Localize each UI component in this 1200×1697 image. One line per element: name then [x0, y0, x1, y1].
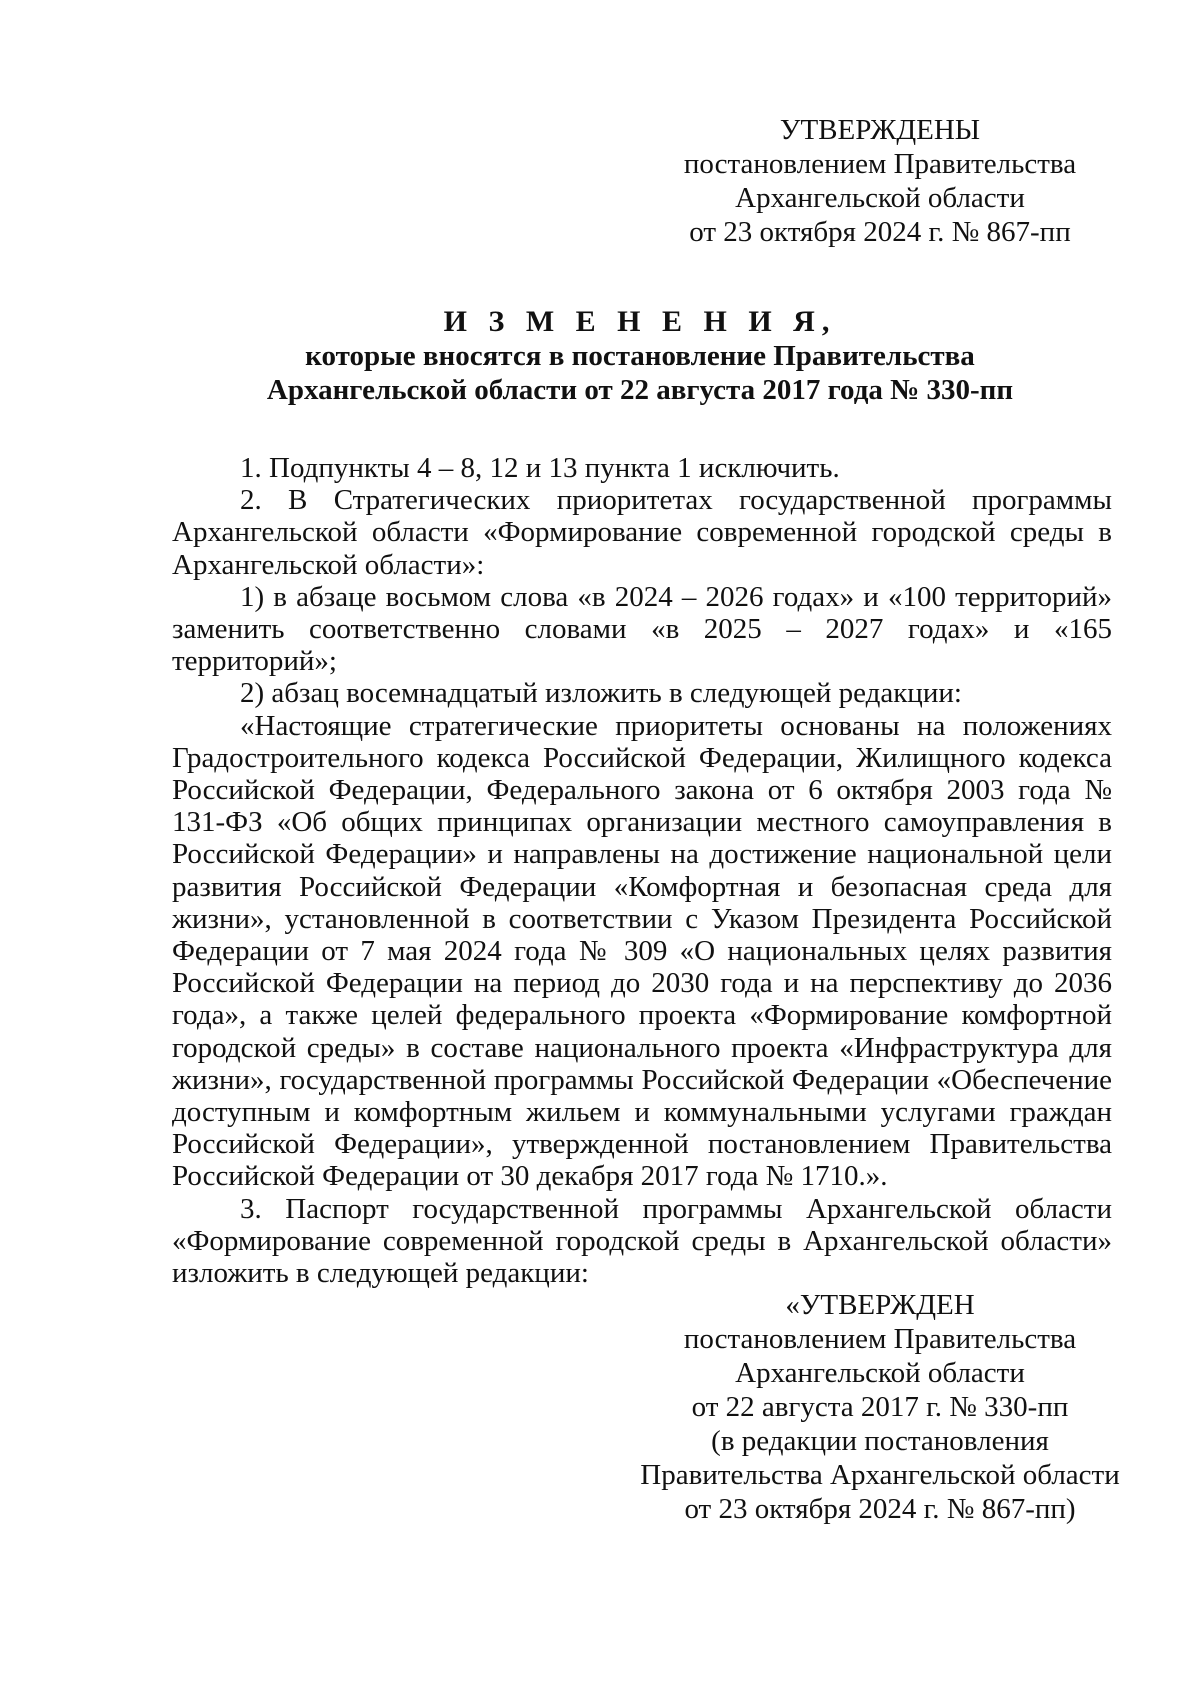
approval-top-line-4: от 23 октября 2024 г. № 867-пп	[689, 216, 1071, 248]
paragraph-4: 2) абзац восемнадцатый изложить в следующей редакции:	[240, 677, 962, 710]
document-body	[172, 452, 1112, 1289]
approval-bottom-line-6: Правительства Архангельской области	[640, 1459, 1120, 1491]
paragraph-1: 1. Подпункты 4 – 8, 12 и 13 пункта 1 исключить.	[240, 452, 840, 484]
title-main: И З М Е Н Е Н И Я,	[443, 305, 837, 338]
approval-bottom-line-2: постановлением Правительства	[683, 1323, 1077, 1355]
approval-top-line-1: УТВЕРЖДЕНЫ	[779, 114, 981, 146]
approval-stamp-bottom	[640, 1288, 1120, 1526]
paragraph-6: 3. Паспорт государственной программы Архангельской области «Формирование современной городской среды в Архангельской области» изложить в следующей редакции:	[172, 1192, 1112, 1290]
title-sub-line-2: Архангельской области от 22 августа 2017 года № 330-пп	[266, 374, 1014, 406]
approval-stamp-top	[680, 113, 1080, 249]
approval-top-line-2: постановлением Правительства	[683, 148, 1077, 180]
approval-bottom-line-4: от 22 августа 2017 г. № 330-пп	[691, 1391, 1069, 1423]
paragraph-2: 2. В Стратегических приоритетах государственной программы Архангельской области «Формирование современной городской среды в Архангельской области»:	[172, 484, 1112, 581]
document-title	[170, 305, 1110, 407]
paragraph-3: 1) в абзаце восьмом слова «в 2024 – 2026 годах» и «100 территорий» заменить соответственно словами «в 2025 – 2027 годах» и «165 территорий»;	[172, 580, 1112, 678]
approval-bottom-line-7: от 23 октября 2024 г. № 867-пп)	[684, 1493, 1076, 1525]
approval-bottom-line-5: (в редакции постановления	[711, 1425, 1049, 1457]
approval-top-line-3: Архангельской области	[735, 182, 1025, 214]
approval-bottom-line-1: «УТВЕРЖДЕН	[785, 1289, 975, 1321]
approval-bottom-line-3: Архангельской области	[735, 1357, 1025, 1389]
title-sub-line-1: которые вносятся в постановление Правительства	[305, 340, 975, 372]
paragraph-5: «Настоящие стратегические приоритеты основаны на положениях Градостроительного кодекса Российской Федерации, Жилищного кодекса Российской Федерации, Федерального закона от 6 октября 2003 года № 131-ФЗ «Об общих принципах организации местного самоуправления в Российской Федерации» и направлены на достижение национальной цели развития Российской Федерации «Комфортная и безопасная среда для жизни», установленной в соответствии с Указом Президента Российской Федерации от 7 мая 2024 года № 309 «О национальных целях развития Российской Федерации на период до 2030 года и на перспективу до 2036 года», а также целей федерального проекта «Формирование комфортной городской среды» в составе национального проекта «Инфраструктура для жизни», государственной программы Российской Федерации «Обеспечение доступным и комфортным жильем и коммунальными услугами граждан Российской Федерации», утвержденной постановлением Правительства Российской Федерации от 30 декабря 2017 года № 1710.».	[172, 709, 1112, 1193]
